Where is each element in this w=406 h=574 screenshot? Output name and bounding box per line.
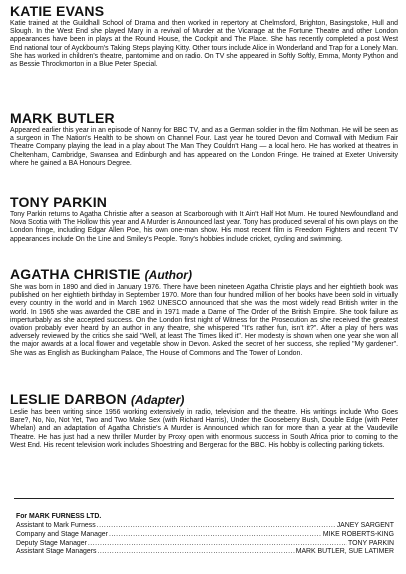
- bio-role: (Author): [144, 268, 192, 282]
- bio-tony-parkin: [10, 194, 398, 244]
- bio-mark-butler: [10, 110, 398, 168]
- bio-name-text: MARK BUTLER: [10, 110, 115, 126]
- credit-row: [16, 548, 394, 557]
- credit-person: JANEY SARGENT: [336, 522, 394, 529]
- credit-role: Assistant to Mark Furness: [16, 522, 96, 529]
- credit-role: Deputy Stage Manager: [16, 539, 87, 547]
- bio-text: Leslie has been writing since 1956 working extensively in radio, television and the theatre. His writings include Who Goes Bare?, No, No, Not Yet, Two and Two Make Sex (with Richard Harris), Under the Gooseberry Bush, Double Edge (with Peter Whelan) and an adaptation of Agatha Christie's A Murder is Announced which ran for more than a year at the Vaudeville Theatre. He has just had a new thriller Murder by Proxy open with enormous success in South Africa prior to coming to the West End. His recent television work includes Shoestring and Bergerac for the BBC. His hobby is collecting parking tickets.: [10, 409, 398, 449]
- credit-role: Assistant Stage Managers: [16, 548, 97, 556]
- bio-text: Katie trained at the Guildhall School of Drama and then worked in repertory at Chelmsford, Brighton, Basingstoke, Hull and Slough. In the West End she played Mary in a revival of Murder at the Vicarage at the Fortune Theatre and other London appearances have been in plays at the Round House, the Cockpit and The Place. She has recently completed a post West End national tour of Ayckbourn's Taking Steps playing Kitty. Other tours include Alice in Wonderland and Trap for a Lonely Man. She has worked in children's theatre, pantomime and on radio. On TV she appeared in Softly Softly, Emma, Monty Python and as Bessie Throckmorton in a Blue Peter Special.: [10, 20, 398, 69]
- leader-dots: [97, 548, 294, 557]
- credit-row: [16, 522, 394, 531]
- bio-text: Appeared earlier this year in an episode of Nanny for BBC TV, and as a German soldier in the film Nothman. He will be seen as a surgeon in The Nation's Health to be shown on Channel Four. Last year he toured Devon and Cornwall with Medium Fair Theatre Company playing the lead in a play about The Man They Couldn't Hang — a local hero. He has worked at theatres in Cheltenham, Cambridge, Swansea and Edinburgh and has appeared on the London Fringe. He trained at Exeter University where he gained a BA Honours Degree.: [10, 127, 398, 167]
- divider-rule: [14, 498, 394, 499]
- credit-row: [16, 531, 394, 540]
- leader-dots: [88, 540, 347, 549]
- bio-name: [10, 266, 398, 283]
- bio-agatha-christie: [10, 266, 398, 358]
- bio-name: [10, 194, 398, 210]
- bio-text: She was born in 1890 and died in January 1976. There have been nineteen Agatha Christie plays and her eightieth book was published on her eightieth birthday in September 1970. More than four hundred million of her books have been sold in virtually every country in the world and in March 1962 UNESCO announced that she was the most widely read British writer in the world. In 1965 she was awarded the CBE and in 1971 made a Dame of The Order of the British Empire. She took failure as imperturbably as she accepted success. On the London first night of Witness for the Prosecution as she received the greatest ovation probably ever heard by an author in any theatre, she whispered "It's rather fun, isn't it?". After a play of hers was adversely reviewed by the critics she said "Well, at least The Times liked it". Her modesty is shown when one year she won all the major awards at a local flower and vegetable show in Devon. Asked the secret of her success, she replied "My gardener". She was as English as Buckingham Palace, The House of Commons and The Tower of London.: [10, 284, 398, 357]
- credit-person: MARK BUTLER, SUE LATIMER: [295, 548, 394, 556]
- bio-name-text: LESLIE DARBON: [10, 391, 127, 407]
- bio-name: [10, 391, 398, 408]
- company-credits: [16, 512, 394, 557]
- credit-person: MIKE ROBERTS-KING: [322, 530, 394, 538]
- bio-name-text: KATIE EVANS: [10, 3, 105, 19]
- bio-name-text: TONY PARKIN: [10, 194, 108, 210]
- credit-row: [16, 540, 394, 549]
- bio-katie-evans: [10, 3, 398, 69]
- bio-text: Tony Parkin returns to Agatha Christie after a season at Scarborough with It Ain't Half Hot Mum. He toured Newfoundland and Nova Scotia with The Hollow this year and A Murder is Announced last year. Tony has produced several of his own plays on the London fringe, including Edgar Allen Poe, his own one-man show. His most recent film is Freedom Fighters and recent TV appearances include On the Line and Smiley's People. Tony's hobbies include cricket, cycling and swimming.: [10, 211, 398, 243]
- leader-dots: [109, 531, 322, 540]
- credits-heading: For MARK FURNESS LTD.: [16, 513, 102, 520]
- leader-dots: [97, 522, 336, 531]
- bio-role: (Adapter): [131, 393, 185, 407]
- bio-leslie-darbon: [10, 391, 398, 450]
- bio-name: [10, 110, 398, 126]
- credit-role: Company and Stage Manager: [16, 530, 108, 538]
- bio-name-text: AGATHA CHRISTIE: [10, 266, 141, 282]
- credit-person: TONY PARKIN: [348, 539, 394, 547]
- bio-name: [10, 3, 398, 19]
- programme-page: [10, 0, 398, 574]
